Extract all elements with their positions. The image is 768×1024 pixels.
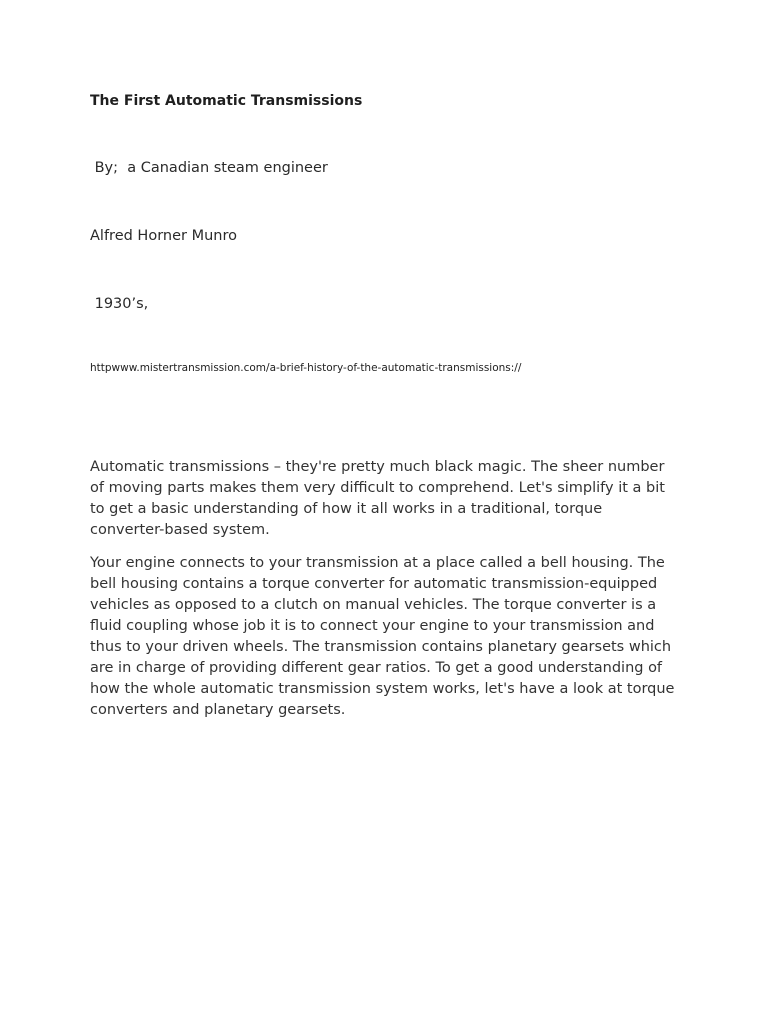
body-paragraph: Automatic transmissions – they're pretty much black magic. The sheer number of moving parts makes them very difficult to comprehend. Let's simplify it a bit to get a basic understanding of how it all works in a traditional, torque converter-based system. xyxy=(90,459,665,538)
document-title: The First Automatic Transmissions xyxy=(90,93,363,109)
author-name: Alfred Horner Munro xyxy=(90,228,237,244)
byline: By; a Canadian steam engineer xyxy=(90,160,328,176)
body-paragraph: Your engine connects to your transmission at a place called a bell housing. The bell housing contains a torque converter for automatic transmission-equipped vehicles as opposed to a clutch on manual vehicles. The torque converter is a fluid coupling whose job it is to connect your engine to your transmission and thus to your driven wheels. The transmission contains planetary gearsets which are in charge of providing different gear ratios. To get a good understanding of how the whole automatic transmission system works, let's have a look at torque converters and planetary gearsets. xyxy=(90,555,675,718)
era-text: 1930’s, xyxy=(90,296,149,312)
source-link[interactable]: httpwww.mistertransmission.com/a-brief-history-of-the-automatic-transmissions:// xyxy=(90,362,522,374)
